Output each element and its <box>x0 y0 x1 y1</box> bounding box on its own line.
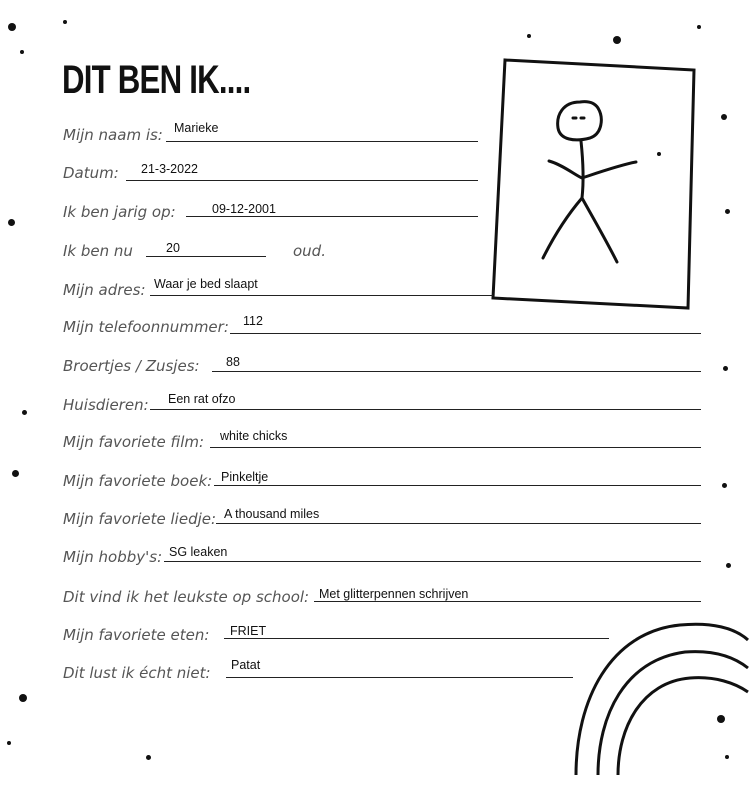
phone-label: Mijn telefoonnummer: <box>63 318 229 336</box>
name-label: Mijn naam is: <box>63 126 163 144</box>
song-field[interactable]: A thousand miles <box>224 507 320 521</box>
hobbies-line <box>164 561 701 562</box>
book-label: Mijn favoriete boek: <box>63 472 213 490</box>
decorative-dot <box>722 483 727 488</box>
decorative-dot <box>20 50 24 54</box>
address-field[interactable]: Waar je bed slaapt <box>154 277 258 291</box>
song-line <box>216 523 701 524</box>
school-label: Dit vind ik het leukste op school: <box>63 588 310 606</box>
date-field[interactable]: 21-3-2022 <box>141 162 198 176</box>
photo-frame <box>493 60 694 308</box>
food-line <box>224 638 609 639</box>
film-line <box>210 447 701 448</box>
school-line <box>314 601 701 602</box>
decorative-dot <box>725 755 729 759</box>
birthday-label: Ik ben jarig op: <box>63 203 176 221</box>
dislike-field[interactable]: Patat <box>231 658 261 672</box>
dislike-line <box>226 677 573 678</box>
age-line <box>146 256 266 257</box>
dislike-label: Dit lust ik écht niet: <box>63 664 211 682</box>
decorative-dot <box>723 366 728 371</box>
name-line <box>166 141 478 142</box>
book-line <box>214 485 701 486</box>
decorative-dot <box>697 25 701 29</box>
decorative-dot <box>63 20 67 24</box>
decorative-dot <box>725 209 730 214</box>
decorative-dot <box>8 23 16 31</box>
decorative-dot <box>527 34 531 38</box>
school-field[interactable]: Met glitterpennen schrijven <box>319 587 469 601</box>
film-field[interactable]: white chicks <box>220 429 288 443</box>
food-field[interactable]: FRIET <box>230 624 267 638</box>
rainbow-drawing <box>576 624 748 775</box>
book-field[interactable]: Pinkeltje <box>221 470 269 484</box>
phone-field[interactable]: 112 <box>243 314 263 328</box>
age-label: Ik ben nu <box>63 242 133 260</box>
decorative-dot <box>7 741 11 745</box>
decorative-dot <box>22 410 27 415</box>
hobbies-label: Mijn hobby's: <box>63 548 163 566</box>
phone-line <box>230 333 701 334</box>
decorative-dot <box>12 470 19 477</box>
film-label: Mijn favoriete film: <box>63 433 205 451</box>
decorative-dot <box>146 755 151 760</box>
age-suffix: oud. <box>293 242 326 260</box>
decorative-dot <box>19 694 27 702</box>
song-label: Mijn favoriete liedje: <box>63 510 217 528</box>
birthday-line <box>186 216 478 217</box>
pets-line <box>150 409 701 410</box>
decorative-dot <box>726 563 731 568</box>
pets-field[interactable]: Een rat ofzo <box>168 392 236 406</box>
address-label: Mijn adres: <box>63 281 146 299</box>
siblings-line <box>212 371 701 372</box>
siblings-label: Broertjes / Zusjes: <box>63 357 200 375</box>
decorative-dot <box>721 114 727 120</box>
date-label: Datum: <box>63 164 119 182</box>
date-line <box>126 180 478 181</box>
birthday-field[interactable]: 09-12-2001 <box>212 202 276 216</box>
name-field[interactable]: Marieke <box>174 121 219 135</box>
siblings-field[interactable]: 88 <box>226 355 240 369</box>
food-label: Mijn favoriete eten: <box>63 626 210 644</box>
hobbies-field[interactable]: SG leaken <box>169 545 228 559</box>
decorative-dot <box>613 36 621 44</box>
address-line <box>150 295 493 296</box>
age-field[interactable]: 20 <box>166 241 180 255</box>
decorative-dot <box>657 152 661 156</box>
page-title: DIT BEN IK.... <box>62 58 251 102</box>
stick-figure-drawing <box>543 102 636 262</box>
pets-label: Huisdieren: <box>63 396 149 414</box>
decorative-dot <box>717 715 725 723</box>
decorative-dot <box>8 219 15 226</box>
